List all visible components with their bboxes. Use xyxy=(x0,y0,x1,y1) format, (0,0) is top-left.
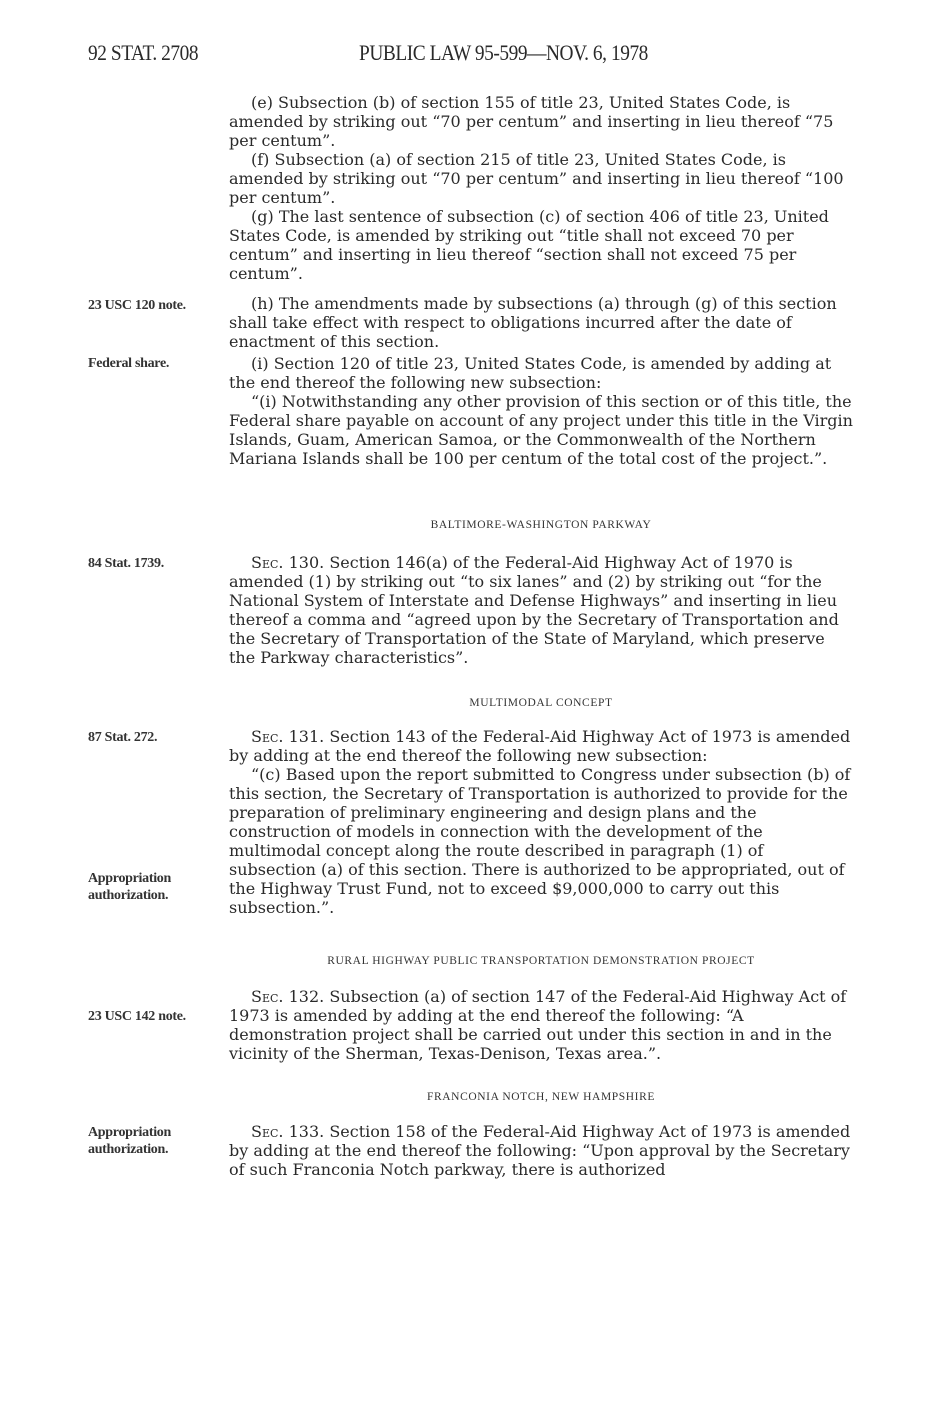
section-131-quote: “(c) Based upon the report submitted to Congress under subsection (b) of this section, the Secretary of Transportation is authorized to provide for the preparation of preliminary engineering and design plans and the construction of models in connection with the development of the multimodal concept along the route described in paragraph (1) of subsection (a) of this section. There is authorized to be appropriated, out of the Highway Trust Fund, not to exceed $9,000,000 to carry out this subsection.”. xyxy=(229,765,851,917)
section-heading-130: BALTIMORE-WASHINGTON PARKWAY xyxy=(430,519,652,531)
section-133-text: Section 158 of the Federal-Aid Highway Act of 1973 is amended by adding at the end thereof the following: “Upon approval by the Secretary of such Franconia Notch parkway, there is authorized xyxy=(229,1122,851,1179)
subsection-h-block xyxy=(229,294,853,351)
subsection-i-quote: “(i) Notwithstanding any other provision of this section or of this title, the Federal share payable on account of any project under this title in the Virgin Islands, Guam, American Samoa, or the Commonwealth of the Northern Mariana Islands shall be 100 per centum of the total cost of the project.”. xyxy=(229,392,853,468)
section-heading-132: RURAL HIGHWAY PUBLIC TRANSPORTATION DEMONSTRATION PROJECT xyxy=(327,955,755,967)
margin-note-87-stat: 87 Stat. 272. xyxy=(88,730,158,745)
subsection-g: (g) The last sentence of subsection (c) of section 406 of title 23, United States Code, is amended by striking out “title shall not exceed 70 per centum” and inserting in lieu thereof “section shall not exceed 75 per centum”. xyxy=(229,207,829,283)
section-131-label: Sec. 131. xyxy=(251,727,325,746)
section-132-label: Sec. 132. xyxy=(251,987,325,1006)
subsection-i-block xyxy=(229,354,853,468)
section-130 xyxy=(229,553,853,667)
running-title: PUBLIC LAW 95-599—NOV. 6, 1978 xyxy=(359,40,648,65)
margin-note-appropriation-1 xyxy=(88,870,218,904)
margin-note-84-stat: 84 Stat. 1739. xyxy=(88,556,164,571)
page-header xyxy=(0,40,948,70)
margin-note-appropriation-2-line2: authorization. xyxy=(88,1142,169,1157)
subsection-f: (f) Subsection (a) of section 215 of title 23, United States Code, is amended by striking out “70 per centum” and inserting in lieu thereof “100 per centum”. xyxy=(229,150,844,207)
section-130-label: Sec. 130. xyxy=(251,553,325,572)
margin-note-federal-share: Federal share. xyxy=(88,356,170,371)
section-131 xyxy=(229,727,853,917)
section-130-text: Section 146(a) of the Federal-Aid Highway Act of 1970 is amended (1) by striking out “to six lanes” and (2) by striking out “for the National System of Interstate and Defense Highways” and inserting in lieu thereof a comma and “agreed upon by the Secretary of Transportation and the Secretary of Transportation of the State of Maryland, which preserve the Parkway characteristics”. xyxy=(229,553,839,667)
subsections-e-g xyxy=(229,93,853,283)
margin-note-23usc142: 23 USC 142 note. xyxy=(88,1009,186,1024)
section-132-text: Subsection (a) of section 147 of the Federal-Aid Highway Act of 1973 is amended by adding at the end thereof the following: “A demonstration project shall be carried out under this section in and in the vicinity of the Sherman, Texas-Denison, Texas area.”. xyxy=(229,987,847,1063)
stat-page-number: 92 STAT. 2708 xyxy=(88,40,199,65)
margin-note-23usc120: 23 USC 120 note. xyxy=(88,298,186,313)
section-heading-133: FRANCONIA NOTCH, NEW HAMPSHIRE xyxy=(427,1091,655,1103)
section-131-text: Section 143 of the Federal-Aid Highway Act of 1973 is amended by adding at the end thereof the following new subsection: xyxy=(229,727,851,765)
margin-note-appropriation-1-line2: authorization. xyxy=(88,888,169,903)
section-heading-131: MULTIMODAL CONCEPT xyxy=(469,697,613,709)
section-133-label: Sec. 133. xyxy=(251,1122,325,1141)
margin-note-appropriation-2 xyxy=(88,1124,218,1158)
subsection-h: (h) The amendments made by subsections (a) through (g) of this section shall take effect with respect to obligations incurred after the date of enactment of this section. xyxy=(229,294,837,351)
margin-note-appropriation-1-line1: Appropriation xyxy=(88,871,171,886)
subsection-e: (e) Subsection (b) of section 155 of title 23, United States Code, is amended by striking out “70 per centum” and inserting in lieu thereof “75 per centum”. xyxy=(229,93,834,150)
margin-note-appropriation-2-line1: Appropriation xyxy=(88,1125,171,1140)
subsection-i: (i) Section 120 of title 23, United States Code, is amended by adding at the end thereof the following new subsection: xyxy=(229,354,832,392)
section-132 xyxy=(229,987,853,1063)
section-133 xyxy=(229,1122,853,1179)
